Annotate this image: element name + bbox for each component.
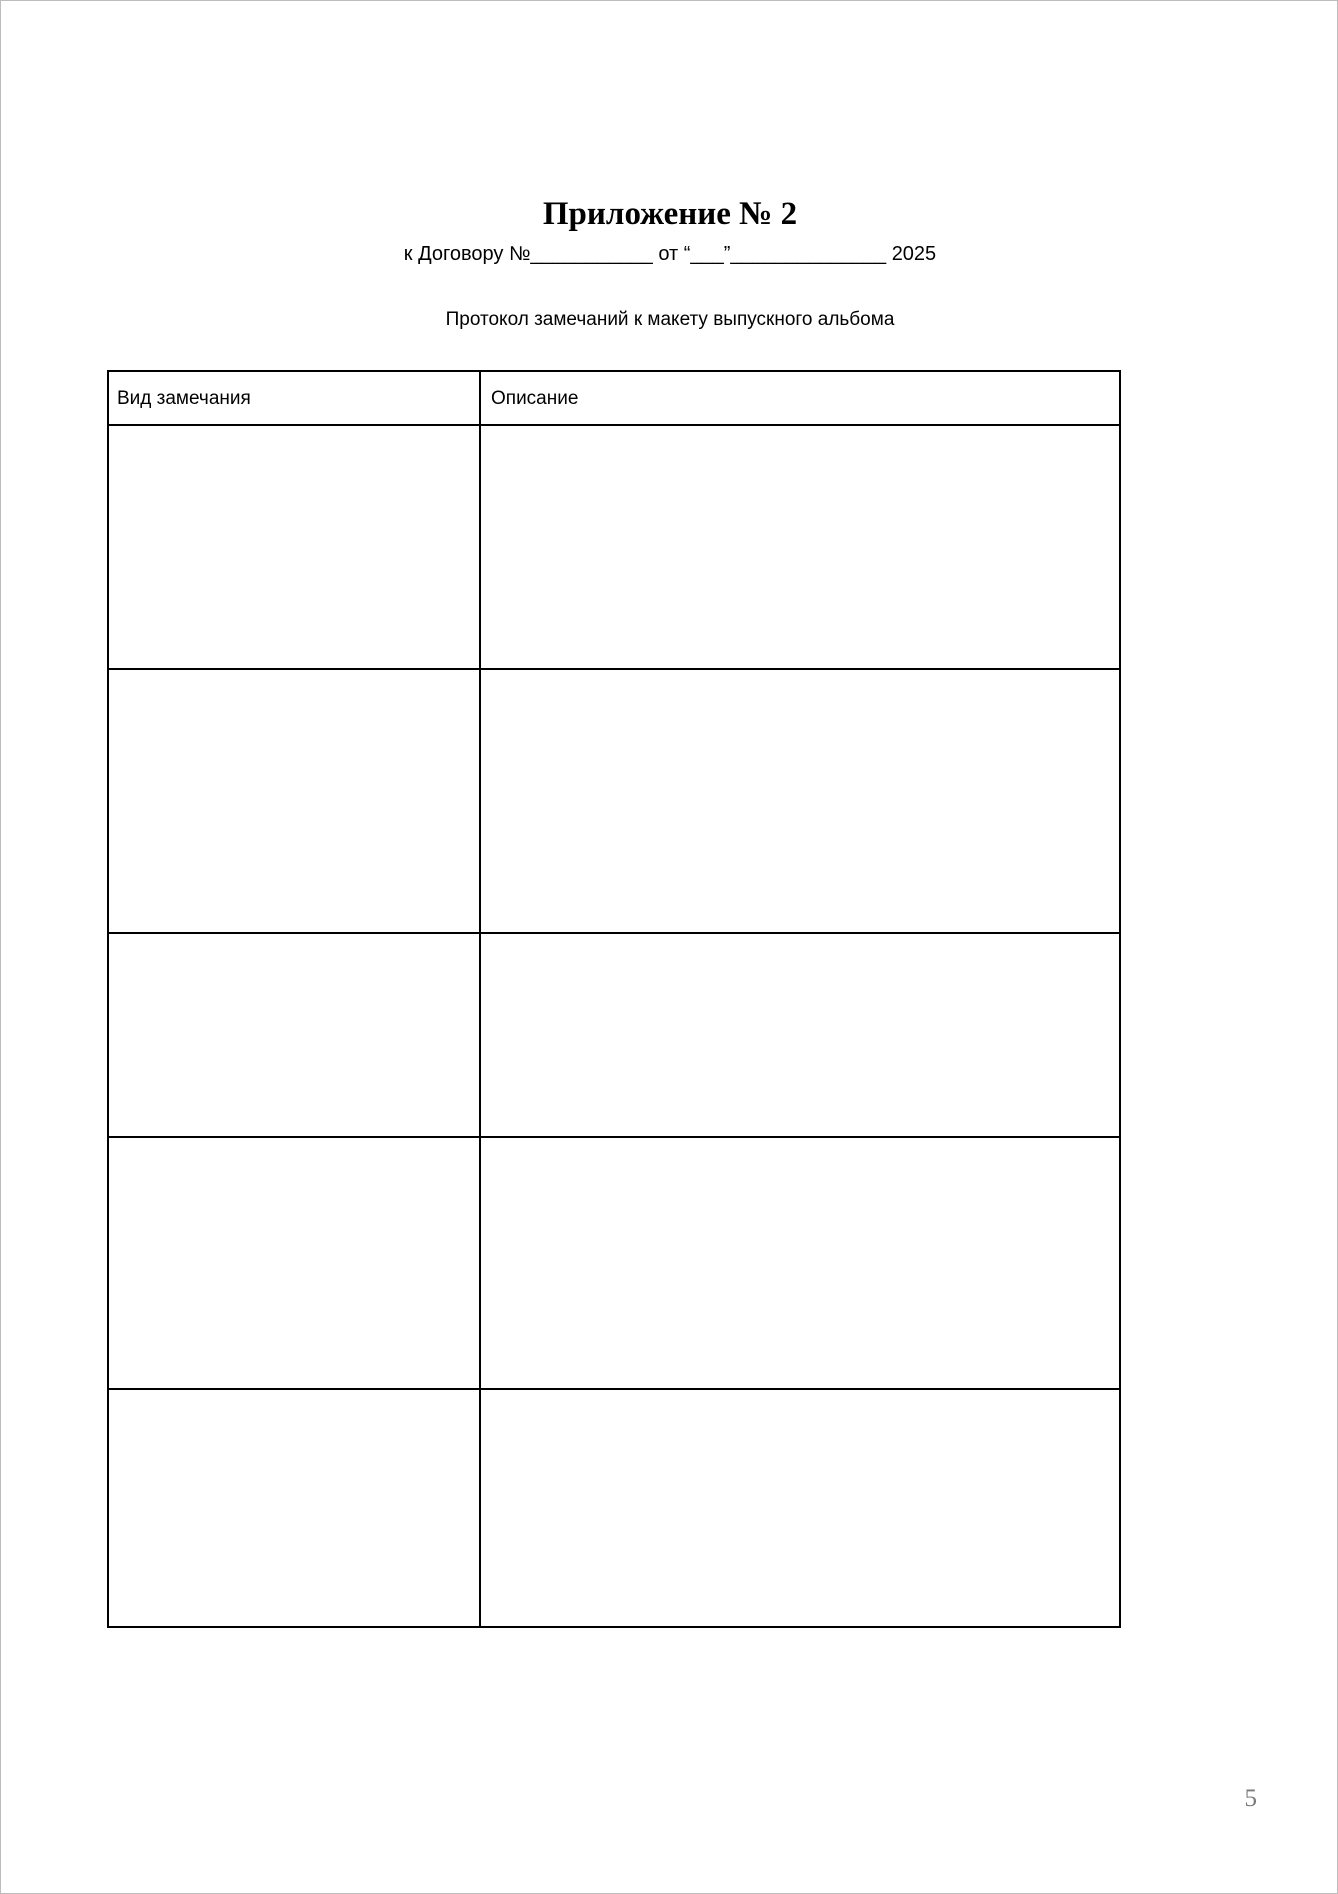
table-row (108, 425, 1120, 669)
contract-reference: к Договору №___________ от “___”______________ 2025 (403, 243, 937, 265)
table-row (108, 933, 1120, 1137)
description-cell[interactable] (480, 933, 1120, 1137)
description-cell[interactable] (480, 669, 1120, 933)
description-cell[interactable] (480, 1137, 1120, 1389)
table-row (108, 1389, 1120, 1627)
document-title: Приложение № 2 (542, 196, 798, 232)
description-cell[interactable] (480, 1389, 1120, 1627)
page-number: 5 (1244, 1785, 1257, 1812)
remark-type-cell[interactable] (108, 669, 480, 933)
remarks-table (107, 370, 1121, 1628)
column-header-description (480, 371, 1120, 425)
table-row (108, 669, 1120, 933)
column-header-label: Описание (491, 388, 579, 409)
remark-type-cell[interactable] (108, 425, 480, 669)
table-row (108, 1137, 1120, 1389)
remark-type-cell[interactable] (108, 1389, 480, 1627)
table-header-row (108, 371, 1120, 425)
column-header-remark-type (108, 371, 480, 425)
column-header-label: Вид замечания (117, 388, 251, 409)
remark-type-cell[interactable] (108, 1137, 480, 1389)
remark-type-cell[interactable] (108, 933, 480, 1137)
description-cell[interactable] (480, 425, 1120, 669)
protocol-title: Протокол замечаний к макету выпускного альбома (445, 309, 895, 330)
